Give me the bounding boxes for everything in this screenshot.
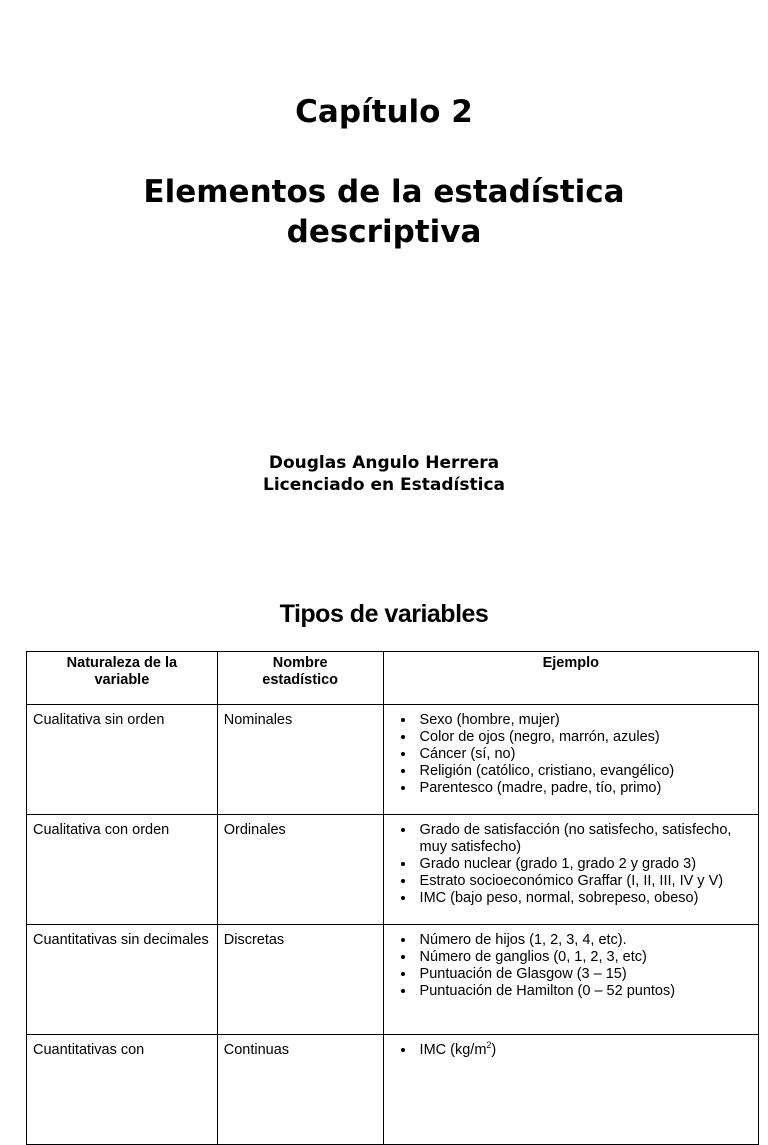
- list-item: • Color de ojos (negro, marrón, azules): [416, 729, 752, 746]
- table-row: [27, 925, 759, 1035]
- list-item: • Grado de satisfacción (no satisfecho, satisfecho, muy satisfecho): [416, 822, 752, 856]
- chapter-heading: Capítulo 2: [295, 94, 473, 130]
- table-row: [27, 1035, 759, 1145]
- author-name: Douglas Angulo Herrera: [268, 453, 500, 473]
- example-list: [390, 822, 752, 907]
- cell-name-text: Discretas: [223, 932, 285, 948]
- cell-name: [217, 815, 383, 925]
- header-nature-line2: variable: [94, 672, 150, 688]
- list-item-text: IMC (kg/m: [419, 1042, 487, 1058]
- header-example-label: Ejemplo: [542, 655, 599, 671]
- document-title-line2: descriptiva: [286, 214, 482, 250]
- example-list: [390, 712, 752, 797]
- cell-name: [217, 925, 383, 1035]
- variable-types-table: [26, 651, 759, 1145]
- list-item: • Número de hijos (1, 2, 3, 4, etc).: [416, 932, 752, 949]
- cell-nature: [27, 925, 218, 1035]
- cell-nature: [27, 1035, 218, 1145]
- table-row: [27, 815, 759, 925]
- table-row: [27, 705, 759, 815]
- author-degree: Licenciado en Estadística: [262, 475, 505, 495]
- header-nature: [27, 652, 218, 705]
- cell-nature-text: Cualitativa sin orden: [33, 712, 165, 728]
- cell-name: [217, 1035, 383, 1145]
- list-item-suffix: ): [491, 1042, 497, 1058]
- list-item: • IMC (bajo peso, normal, sobrepeso, obeso): [416, 890, 752, 907]
- list-item: • Número de ganglios (0, 1, 2, 3, etc): [416, 949, 752, 966]
- table-header-row: [27, 652, 759, 705]
- list-item: • Cáncer (sí, no): [416, 746, 752, 763]
- list-item: • Sexo (hombre, mujer): [416, 712, 752, 729]
- cell-name-text: Ordinales: [223, 822, 286, 838]
- header-name-line1: Nombre: [272, 655, 328, 671]
- cell-nature-text: Cuantitativas con: [33, 1042, 145, 1058]
- cell-examples: [383, 705, 758, 815]
- list-item: • Parentesco (madre, padre, tío, primo): [416, 780, 752, 797]
- list-item: • Puntuación de Hamilton (0 – 52 puntos): [416, 983, 752, 1000]
- cell-name-text: Continuas: [223, 1042, 290, 1058]
- list-item: [416, 1042, 752, 1059]
- document-title-line1: Elementos de la estadística: [143, 174, 625, 210]
- header-example: [383, 652, 758, 705]
- list-item: • Puntuación de Glasgow (3 – 15): [416, 966, 752, 983]
- example-list: [390, 932, 752, 1000]
- cell-nature-text: Cualitativa con orden: [33, 822, 170, 838]
- list-item: • Grado nuclear (grado 1, grado 2 y grado 3): [416, 856, 752, 873]
- superscript: 2: [486, 1040, 492, 1051]
- cell-nature: [27, 705, 218, 815]
- header-name: [217, 652, 383, 705]
- cell-name-text: Nominales: [223, 712, 293, 728]
- document-title: [0, 172, 768, 252]
- author-block: [0, 452, 768, 496]
- header-name-line2: estadístico: [262, 672, 339, 688]
- cell-name: [217, 705, 383, 815]
- cell-nature: [27, 815, 218, 925]
- cell-examples: [383, 925, 758, 1035]
- cell-nature-text: Cuantitativas sin decimales: [33, 932, 209, 948]
- cell-examples: [383, 1035, 758, 1145]
- header-nature-line1: Naturaleza de la: [66, 655, 178, 671]
- section-title: Tipos de variables: [279, 600, 489, 628]
- cell-examples: [383, 815, 758, 925]
- example-list: [390, 1042, 752, 1059]
- list-item: • Estrato socioeconómico Graffar (I, II, III, IV y V): [416, 873, 752, 890]
- list-item: • Religión (católico, cristiano, evangélico): [416, 763, 752, 780]
